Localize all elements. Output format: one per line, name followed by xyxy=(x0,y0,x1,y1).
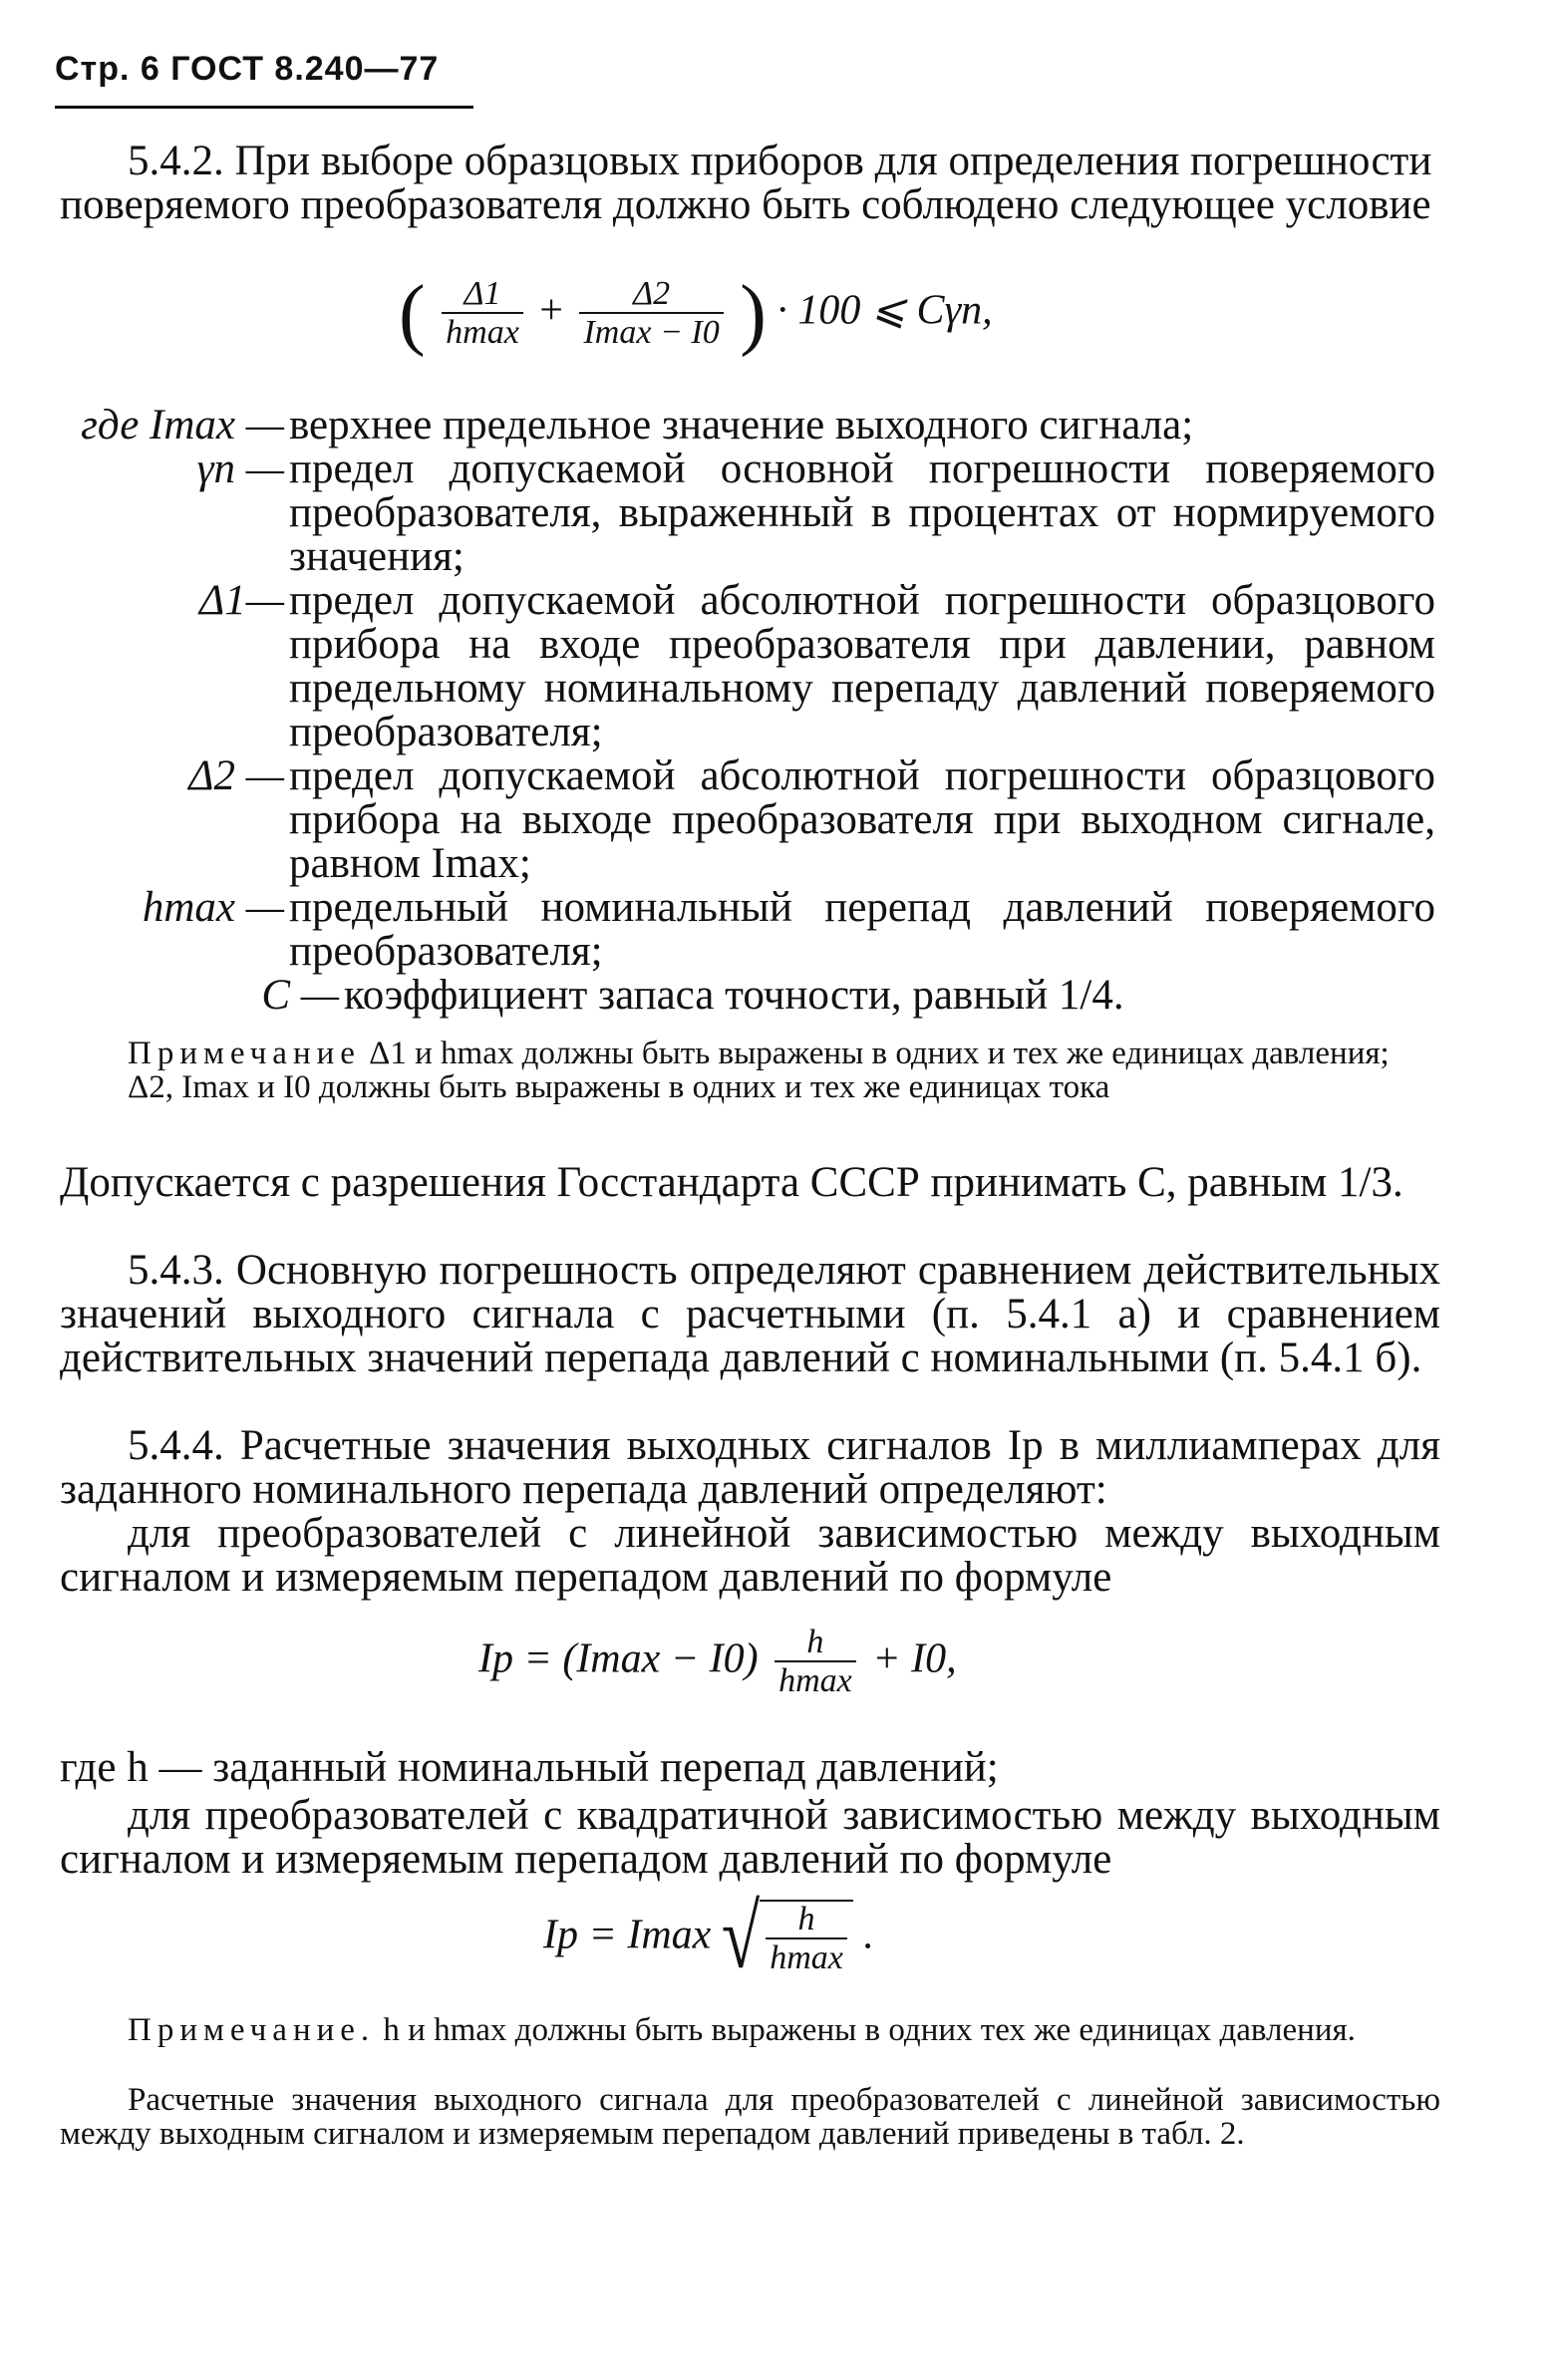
formula3-den: hmax xyxy=(770,1939,843,1976)
def-term-c: C — xyxy=(261,972,339,1019)
def-text-hmax: предельный номинальный перепад давлений поверяемого преобразователя; xyxy=(289,884,1435,975)
formula3-left: Iр = Imax xyxy=(543,1912,712,1958)
note1-label: Примечание xyxy=(128,1036,361,1071)
page-header: Стр. 6 ГОСТ 8.240—77 xyxy=(55,50,440,88)
note-2 xyxy=(60,2013,1440,2047)
note2-label: Примечание. xyxy=(128,2012,376,2048)
formula-linear xyxy=(478,1625,957,1700)
formula1-den1: hmax xyxy=(446,314,519,351)
formula2-den: hmax xyxy=(778,1662,852,1699)
paragraph-linear: для преобразователей с линейной зависимостью между выходным сигналом и измеряемым перепадом давлений по формуле xyxy=(60,1510,1440,1601)
header-rule xyxy=(55,106,473,109)
paragraph-5-4-4: 5.4.4. Расчетные значения выходных сигналов Iр в миллиамперах для заданного номинального перепада давлений определяют: xyxy=(60,1422,1440,1513)
formula2-left: Iр = (Imax − I0) xyxy=(478,1636,759,1682)
formula-quadratic xyxy=(543,1888,874,1988)
paragraph-h-definition: где h — заданный номинальный перепад давлений; xyxy=(60,1744,999,1791)
formula1-den2: Imax − I0 xyxy=(583,314,720,351)
def-term-delta1: Δ1— xyxy=(199,577,284,624)
def-text-gamma: предел допускаемой основной погрешности поверяемого преобразователя, выраженный в процентах от нормируемого значения; xyxy=(289,446,1435,580)
note1-line2: Δ2, Imax и I0 должны быть выражены в одних и тех же единицах тока xyxy=(128,1069,1110,1105)
def-term-imax: где Imax — xyxy=(81,402,284,448)
formula3-tail: . xyxy=(863,1912,874,1958)
formula3-num: h xyxy=(797,1901,815,1937)
def-text-c: коэффициент запаса точности, равный 1/4. xyxy=(344,972,1124,1019)
formula2-tail: + I0, xyxy=(872,1636,957,1682)
def-term-gamma: γn — xyxy=(196,446,284,492)
paragraph-final: Расчетные значения выходного сигнала для преобразователей с линейной зависимостью между выходным сигналом и измеряемым перепадом давлений приведены в табл. 2. xyxy=(60,2082,1440,2152)
def-text-delta1: предел допускаемой абсолютной погрешности образцового прибора на входе преобразователя при давлении, равном предельному номинальному перепаду давлений поверяемого преобразователя; xyxy=(289,577,1435,755)
formula1-num2: Δ2 xyxy=(633,275,671,312)
def-text-imax: верхнее предельное значение выходного сигнала; xyxy=(289,402,1194,448)
note2-text: h и hmax должны быть выражены в одних тех же единицах давления. xyxy=(383,2012,1356,2048)
paragraph-5-4-2: 5.4.2. При выборе образцовых приборов для определения погрешности поверяемого преобразователя должно быть соблюдено следующее условие xyxy=(60,138,1432,228)
formula-condition: ( $\frac{\Delta 1}{hmax}$ + $\frac{\Delta 2}{Imax - I0}$ ) · 100 ⩽ Cγn, xyxy=(399,270,993,358)
paragraph-allow: Допускается с разрешения Госстандарта СССР принимать C, равным 1/3. xyxy=(60,1159,1403,1206)
def-term-delta2: Δ2 — xyxy=(188,752,284,799)
paragraph-quadratic: для преобразователей с квадратичной зависимостью между выходным сигналом и измеряемым перепадом давлений по формуле xyxy=(60,1792,1440,1883)
note-1 xyxy=(60,1037,1440,1104)
formula1-tail: · 100 ⩽ Cγn, xyxy=(776,287,993,334)
formula1-num1: Δ1 xyxy=(464,275,501,312)
def-term-hmax: hmax — xyxy=(142,884,284,931)
def-text-delta2: предел допускаемой абсолютной погрешности образцового прибора на выходе преобразователя при выходном сигнале, равном Imax; xyxy=(289,752,1435,887)
paragraph-5-4-3: 5.4.3. Основную погрешность определяют сравнением действительных значений выходного сигнала с расчетными (п. 5.4.1 а) и сравнением действительных значений перепада давлений с номинальными (п. 5.4.1 б). xyxy=(60,1247,1440,1381)
formula2-num: h xyxy=(806,1624,824,1660)
sqrt-sign: √ xyxy=(721,1888,761,1988)
note1-line1: Δ1 и hmax должны быть выражены в одних и тех же единицах давления; xyxy=(369,1036,1390,1071)
